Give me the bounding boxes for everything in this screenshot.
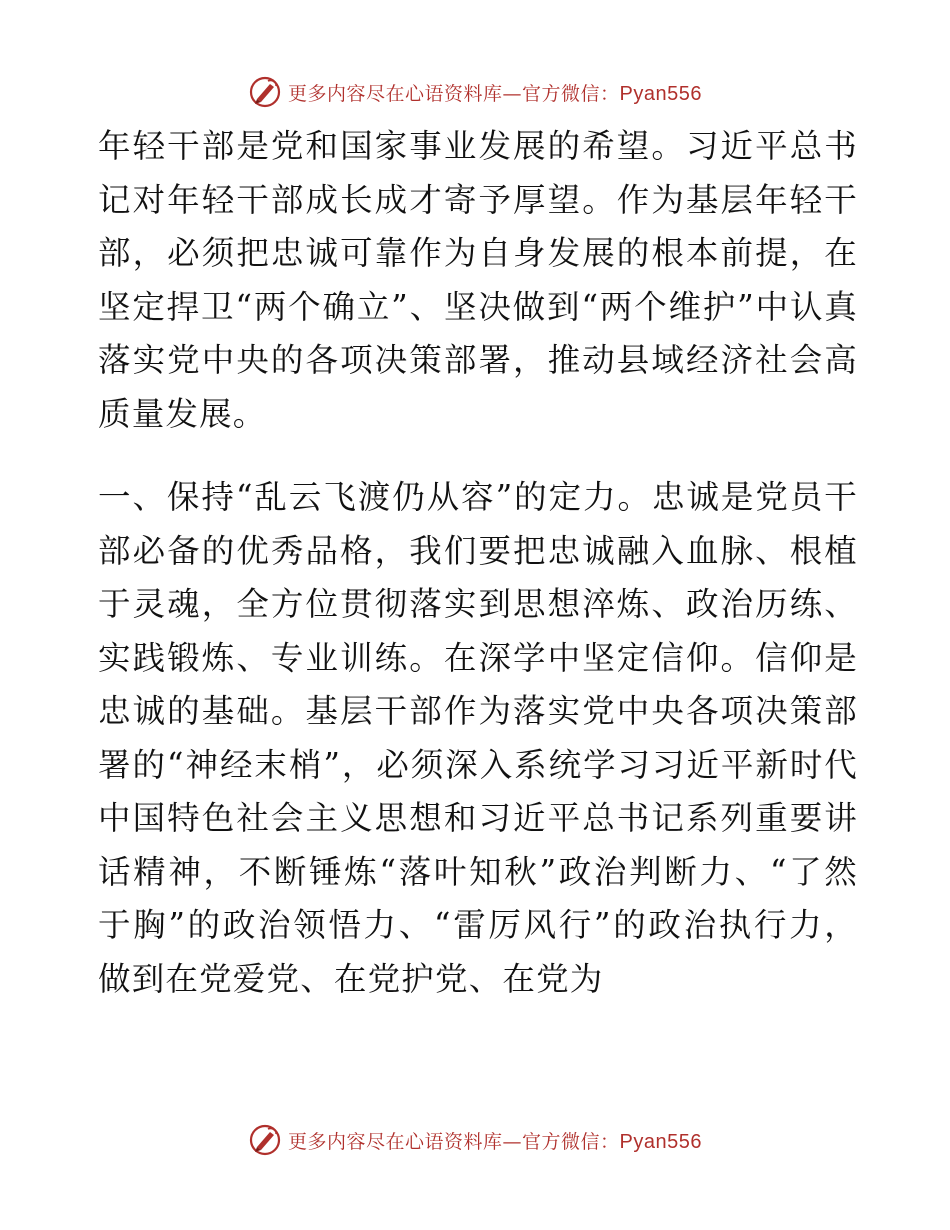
pen-logo-icon xyxy=(248,1123,282,1157)
pen-logo-icon xyxy=(248,75,282,109)
paragraph-intro: 年轻干部是党和国家事业发展的希望。习近平总书记对年轻干部成长成才寄予厚望。作为基层年轻干部，必须把忠诚可靠作为自身发展的根本前提，在坚定捍卫“两个确立”、坚决做到“两个维护”中认真落实党中央的各项决策部署，推动县域经济社会高质量发展。 xyxy=(98,127,858,433)
document-body xyxy=(98,120,858,1006)
footer-banner xyxy=(0,1120,950,1160)
header-banner-text: 更多内容尽在心语资料库—官方微信：Pyan556 xyxy=(288,82,702,105)
footer-banner-text: 更多内容尽在心语资料库—官方微信：Pyan556 xyxy=(288,1130,702,1153)
header-wechat-handle: Pyan556 xyxy=(619,82,702,105)
footer-wechat-handle: Pyan556 xyxy=(619,1130,702,1153)
paragraph-section-one: 一、保持“乱云飞渡仍从容”的定力。忠诚是党员干部必备的优秀品格，我们要把忠诚融入血脉、根植于灵魂，全方位贯彻落实到思想淬炼、政治历练、实践锻炼、专业训练。在深学中坚定信仰。信仰是忠诚的基础。基层干部作为落实党中央各项决策部署的“神经末梢”，必须深入系统学习习近平新时代中国特色社会主义思想和习近平总书记系列重要讲话精神，不断锤炼“落叶知秋”政治判断力、“了然于胸”的政治领悟力、“雷厉风行”的政治执行力，做到在党爱党、在党护党、在党为 xyxy=(98,478,858,998)
header-banner xyxy=(0,72,950,112)
